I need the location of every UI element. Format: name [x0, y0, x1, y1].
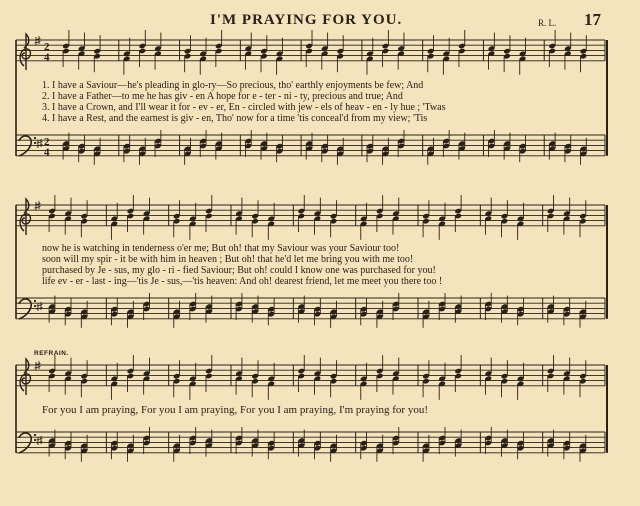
- bass-clef-icon: [19, 136, 31, 156]
- verse-2-line: 2. I have a Father—to me he has giv - en A hope for e - ter - ni - ty, precious and true; And: [42, 91, 403, 102]
- verse-4-line: life ev - er - last - ing—'tis Je - sus,—'tis heaven: And oh! dearest friend, let me meet you there too !: [42, 276, 443, 287]
- system1-lyrics: [42, 80, 445, 124]
- page-number: 17: [584, 10, 601, 29]
- sharp-icon: [35, 36, 41, 45]
- verse-3-line: purchased by Je - sus, my glo - ri - fied Saviour; But oh! could I know one was purchased for you!: [42, 265, 436, 276]
- verse-3-line: 3. I have a Crown, and I'll wear it for - ev - er, En - circled with jew - els of heav - en - ly hue ; 'Twas: [42, 102, 446, 113]
- verse-1-line: 1. I have a Saviour—he's pleading in glo-ry—So precious, tho' earthly enjoyments be few; And: [42, 80, 424, 91]
- bass-clef-dot: [34, 300, 36, 302]
- refrain-label: REFRAIN.: [34, 350, 69, 357]
- bass-clef-dot: [34, 137, 36, 139]
- time-signature-bottom: 4: [44, 51, 50, 64]
- verse-1-line: now he is watching in tenderness o'er me; But oh! that my Saviour was your Saviour too!: [42, 243, 400, 254]
- time-signature-top: 2: [44, 41, 50, 53]
- verse-2-line: soon will my spir - it be with him in heaven ; But oh! that he'd let me bring you with me too!: [42, 254, 414, 265]
- bass-clef-dot: [34, 305, 36, 307]
- system2-lyrics: [42, 243, 442, 287]
- refrain-lyrics: For you I am praying, For you I am praying, For you I am praying, I'm praying for you!: [42, 404, 428, 416]
- bass-clef-dot: [34, 434, 36, 436]
- composer-initials: R. L.: [538, 18, 557, 28]
- treble-clef-icon: [20, 199, 30, 235]
- treble-clef-icon: [20, 34, 30, 70]
- sharp-icon: [35, 201, 41, 210]
- bass-clef-dot: [34, 439, 36, 441]
- verse-4-line: 4. I have a Rest, and the earnest is giv - en, Tho' now for a time 'tis conceal'd from my view; 'Tis: [42, 113, 428, 124]
- hymn-title: I'M PRAYING FOR YOU.: [210, 12, 403, 28]
- bass-clef-icon: [19, 299, 31, 319]
- treble-clef-icon: [20, 359, 30, 395]
- sharp-icon: [35, 361, 41, 370]
- bass-clef-dot: [34, 142, 36, 144]
- bass-clef-icon: [19, 433, 31, 453]
- time-signature-top: 2: [44, 136, 50, 148]
- time-signature-bottom: 4: [44, 146, 50, 159]
